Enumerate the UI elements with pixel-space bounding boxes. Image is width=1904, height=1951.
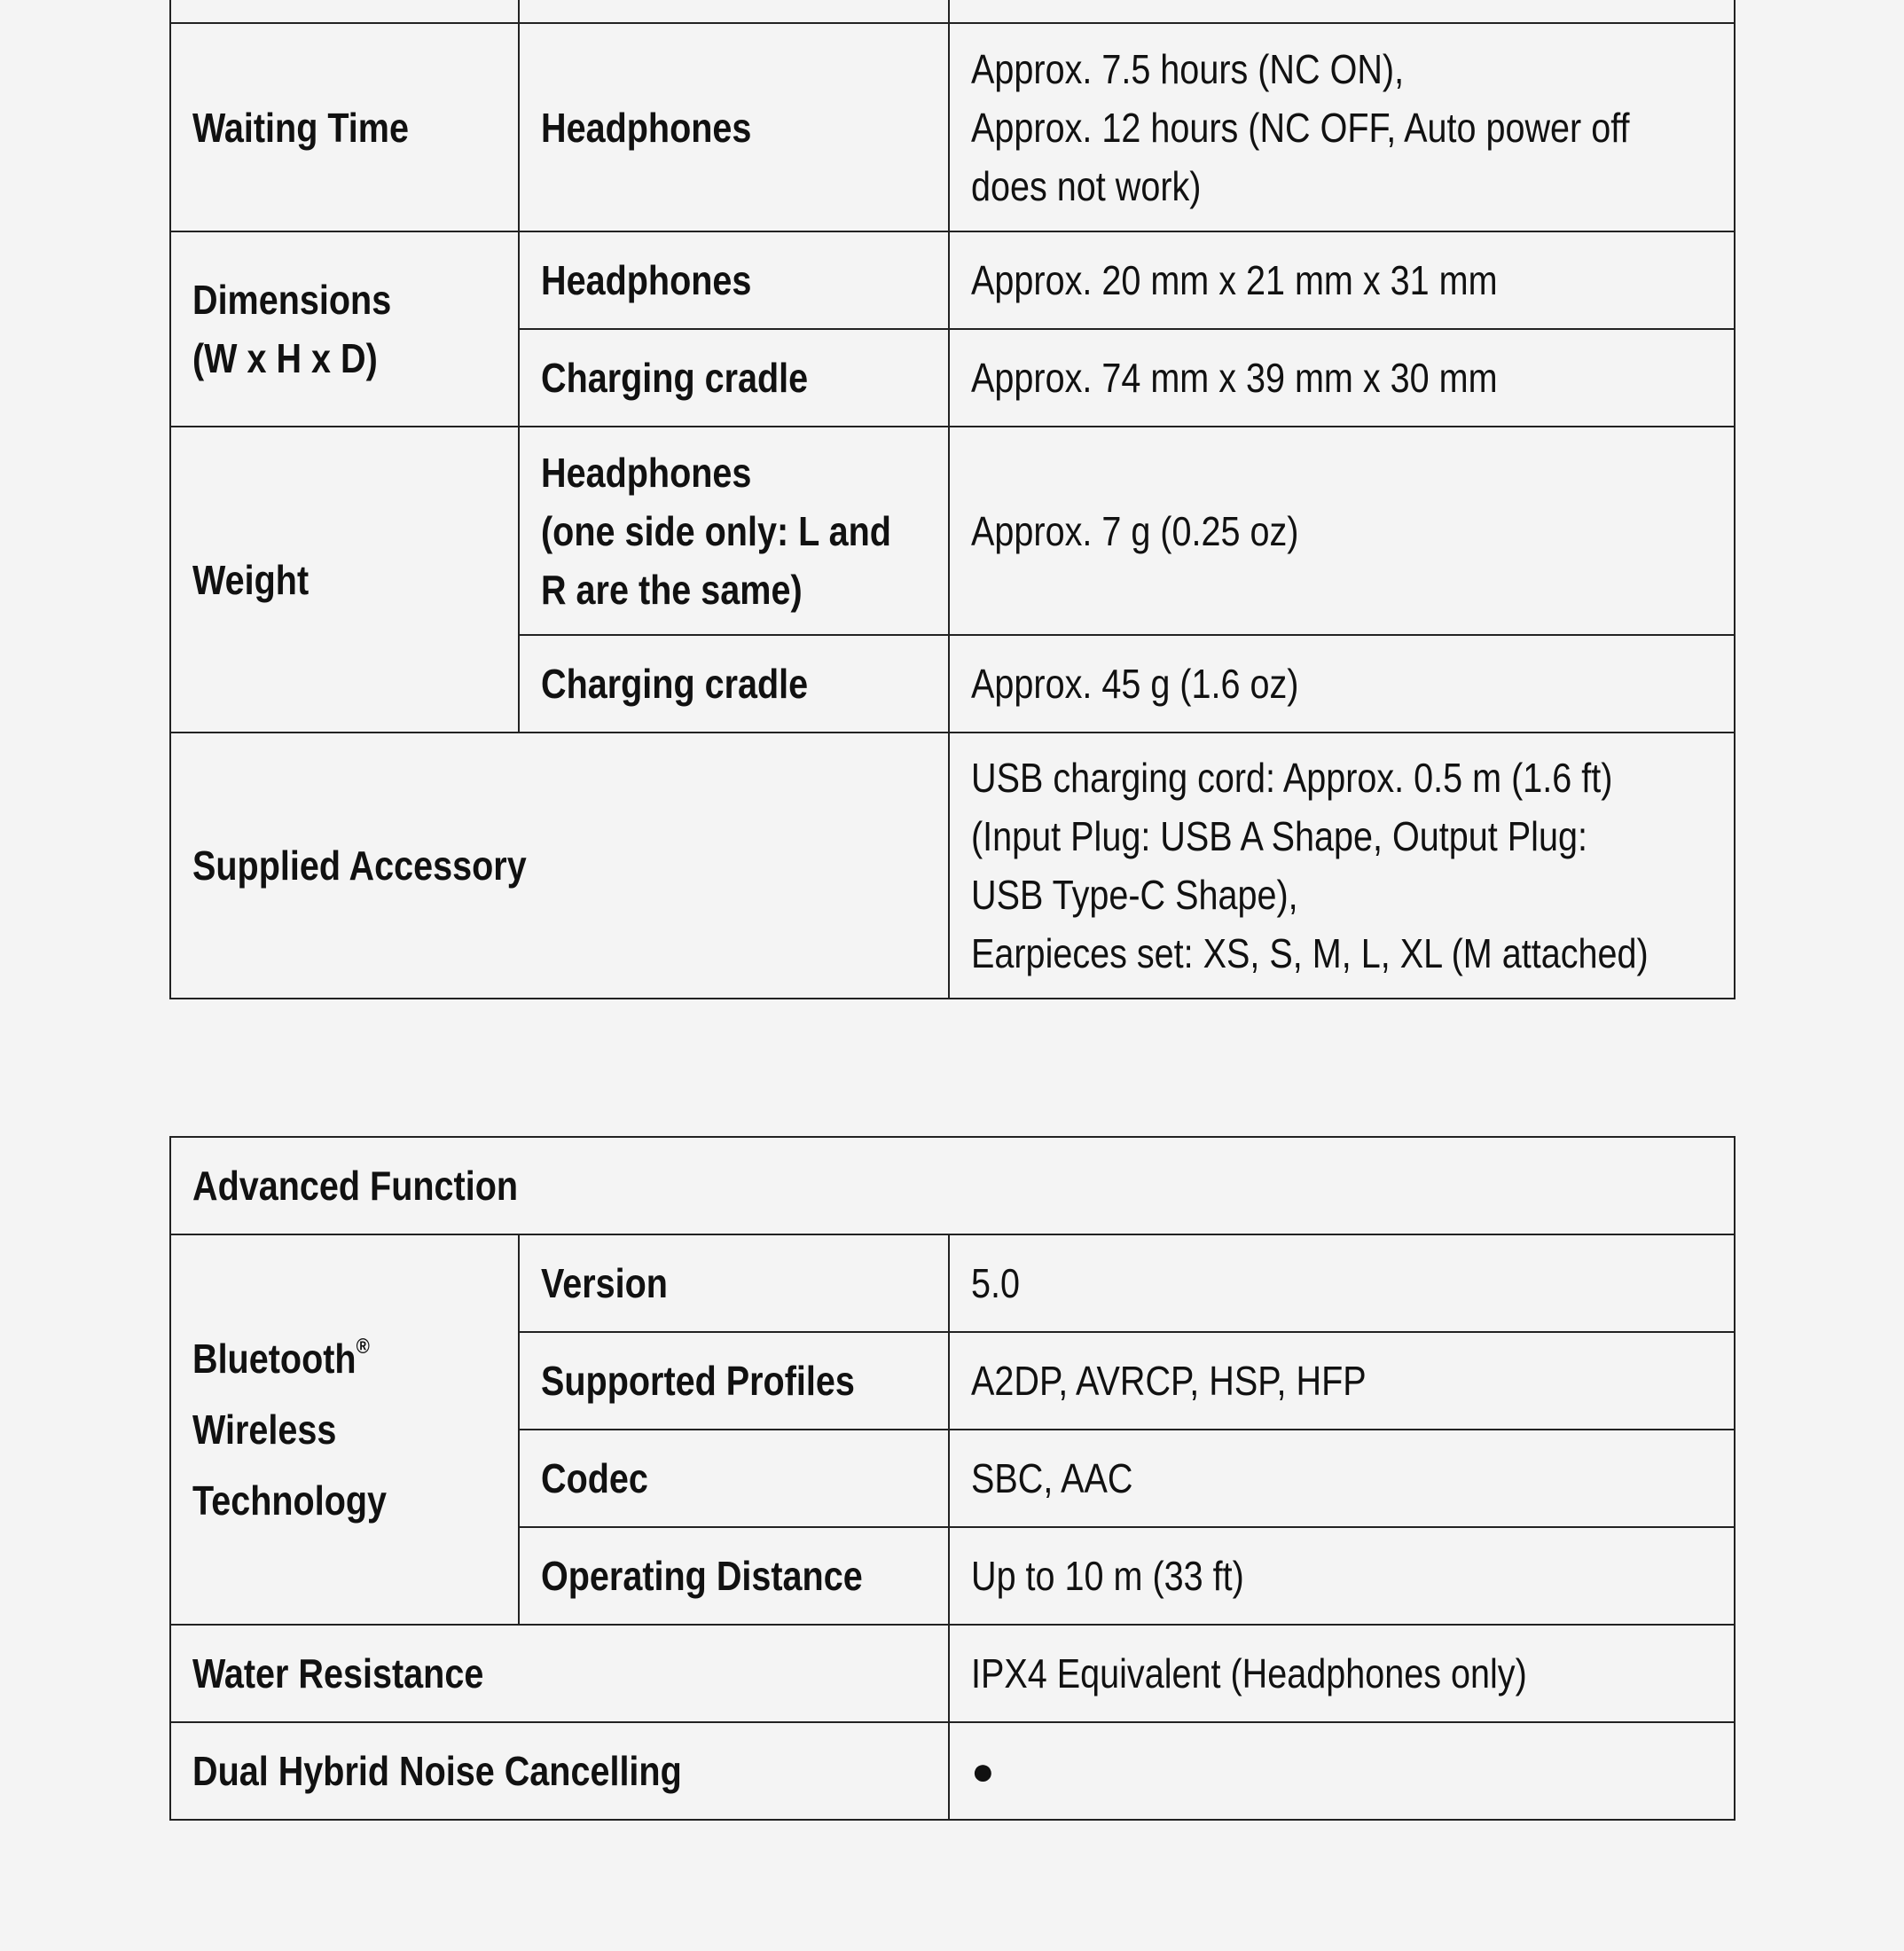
table-row-cut-off bbox=[170, 0, 1735, 23]
advanced-function-title: Advanced Function bbox=[170, 1137, 1735, 1234]
dimensions-label: Dimensions (W x H x D) bbox=[170, 231, 519, 427]
dimensions-cradle-value: Approx. 74 mm x 39 mm x 30 mm bbox=[949, 329, 1735, 427]
table-row-title bbox=[170, 1137, 1735, 1234]
table-row-supplied-accessory bbox=[170, 733, 1735, 999]
noise-cancelling-label: Dual Hybrid Noise Cancelling bbox=[170, 1722, 949, 1820]
table-row-water-resistance bbox=[170, 1625, 1735, 1722]
waiting-time-value: Approx. 7.5 hours (NC ON), Approx. 12 hours (NC OFF, Auto power off does not work) bbox=[949, 23, 1735, 231]
weight-cradle-label: Charging cradle bbox=[519, 635, 949, 733]
table-row-weight-headphones bbox=[170, 427, 1735, 635]
table-row-noise-cancelling bbox=[170, 1722, 1735, 1820]
bullet-dot-icon: ● bbox=[971, 1750, 995, 1793]
bt-codec-value: SBC, AAC bbox=[949, 1430, 1735, 1527]
registered-mark: ® bbox=[356, 1334, 370, 1359]
dimensions-headphones-label: Headphones bbox=[519, 231, 949, 329]
bt-version-label: Version bbox=[519, 1234, 949, 1332]
spec-table-advanced-function bbox=[169, 1136, 1736, 1821]
weight-label: Weight bbox=[170, 427, 519, 733]
bt-distance-label: Operating Distance bbox=[519, 1527, 949, 1625]
waiting-time-sub-label: Headphones bbox=[519, 23, 949, 231]
bt-profiles-value: A2DP, AVRCP, HSP, HFP bbox=[949, 1332, 1735, 1430]
bt-distance-value: Up to 10 m (33 ft) bbox=[949, 1527, 1735, 1625]
table-row-waiting-time bbox=[170, 23, 1735, 231]
weight-cradle-value: Approx. 45 g (1.6 oz) bbox=[949, 635, 1735, 733]
bluetooth-label: Bluetooth® Wireless Technology bbox=[170, 1234, 519, 1625]
water-resistance-label: Water Resistance bbox=[170, 1625, 949, 1722]
table-row-dimensions-headphones bbox=[170, 231, 1735, 329]
water-resistance-value: IPX4 Equivalent (Headphones only) bbox=[949, 1625, 1735, 1722]
spec-table-general bbox=[169, 0, 1736, 999]
weight-headphones-value: Approx. 7 g (0.25 oz) bbox=[949, 427, 1735, 635]
bt-profiles-label: Supported Profiles bbox=[519, 1332, 949, 1430]
bt-version-value: 5.0 bbox=[949, 1234, 1735, 1332]
dimensions-headphones-value: Approx. 20 mm x 21 mm x 31 mm bbox=[949, 231, 1735, 329]
table-row-bt-version bbox=[170, 1234, 1735, 1332]
supplied-accessory-value: USB charging cord: Approx. 0.5 m (1.6 ft) (Input Plug: USB A Shape, Output Plug: USB Type-C Shape), Earpieces set: XS, S, M, L, XL (M attached) bbox=[949, 733, 1735, 999]
dimensions-cradle-label: Charging cradle bbox=[519, 329, 949, 427]
bt-codec-label: Codec bbox=[519, 1430, 949, 1527]
supplied-accessory-label: Supplied Accessory bbox=[170, 733, 949, 999]
weight-headphones-label: Headphones (one side only: L and R are the same) bbox=[519, 427, 949, 635]
noise-cancelling-value bbox=[949, 1722, 1735, 1820]
waiting-time-label: Waiting Time bbox=[170, 23, 519, 231]
